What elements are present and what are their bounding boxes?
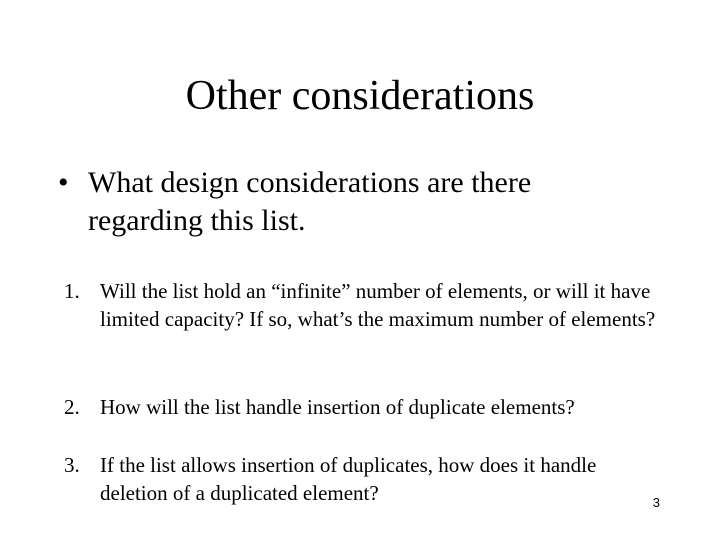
- bullet-marker: •: [58, 166, 69, 199]
- numbered-item-3: [64, 451, 664, 507]
- item-number: 2.: [64, 395, 80, 419]
- page-number: 3: [652, 495, 660, 510]
- bullet-text: What design considerations are there regarding this list.: [88, 166, 532, 237]
- item-number: 3.: [64, 453, 80, 477]
- item-number: 1.: [64, 279, 80, 303]
- slide-title: Other considerations: [185, 73, 535, 119]
- item-text: Will the list hold an “infinite” number of elements, or will it have limited capacity? If so, what’s the maximum number of elements?: [100, 279, 656, 331]
- item-text: How will the list handle insertion of duplicate elements?: [100, 395, 575, 419]
- bullet-point: [58, 164, 618, 240]
- numbered-item-2: [64, 393, 664, 421]
- numbered-item-1: [64, 277, 664, 333]
- item-text: If the list allows insertion of duplicates, how does it handle deletion of a duplicated element?: [100, 453, 597, 505]
